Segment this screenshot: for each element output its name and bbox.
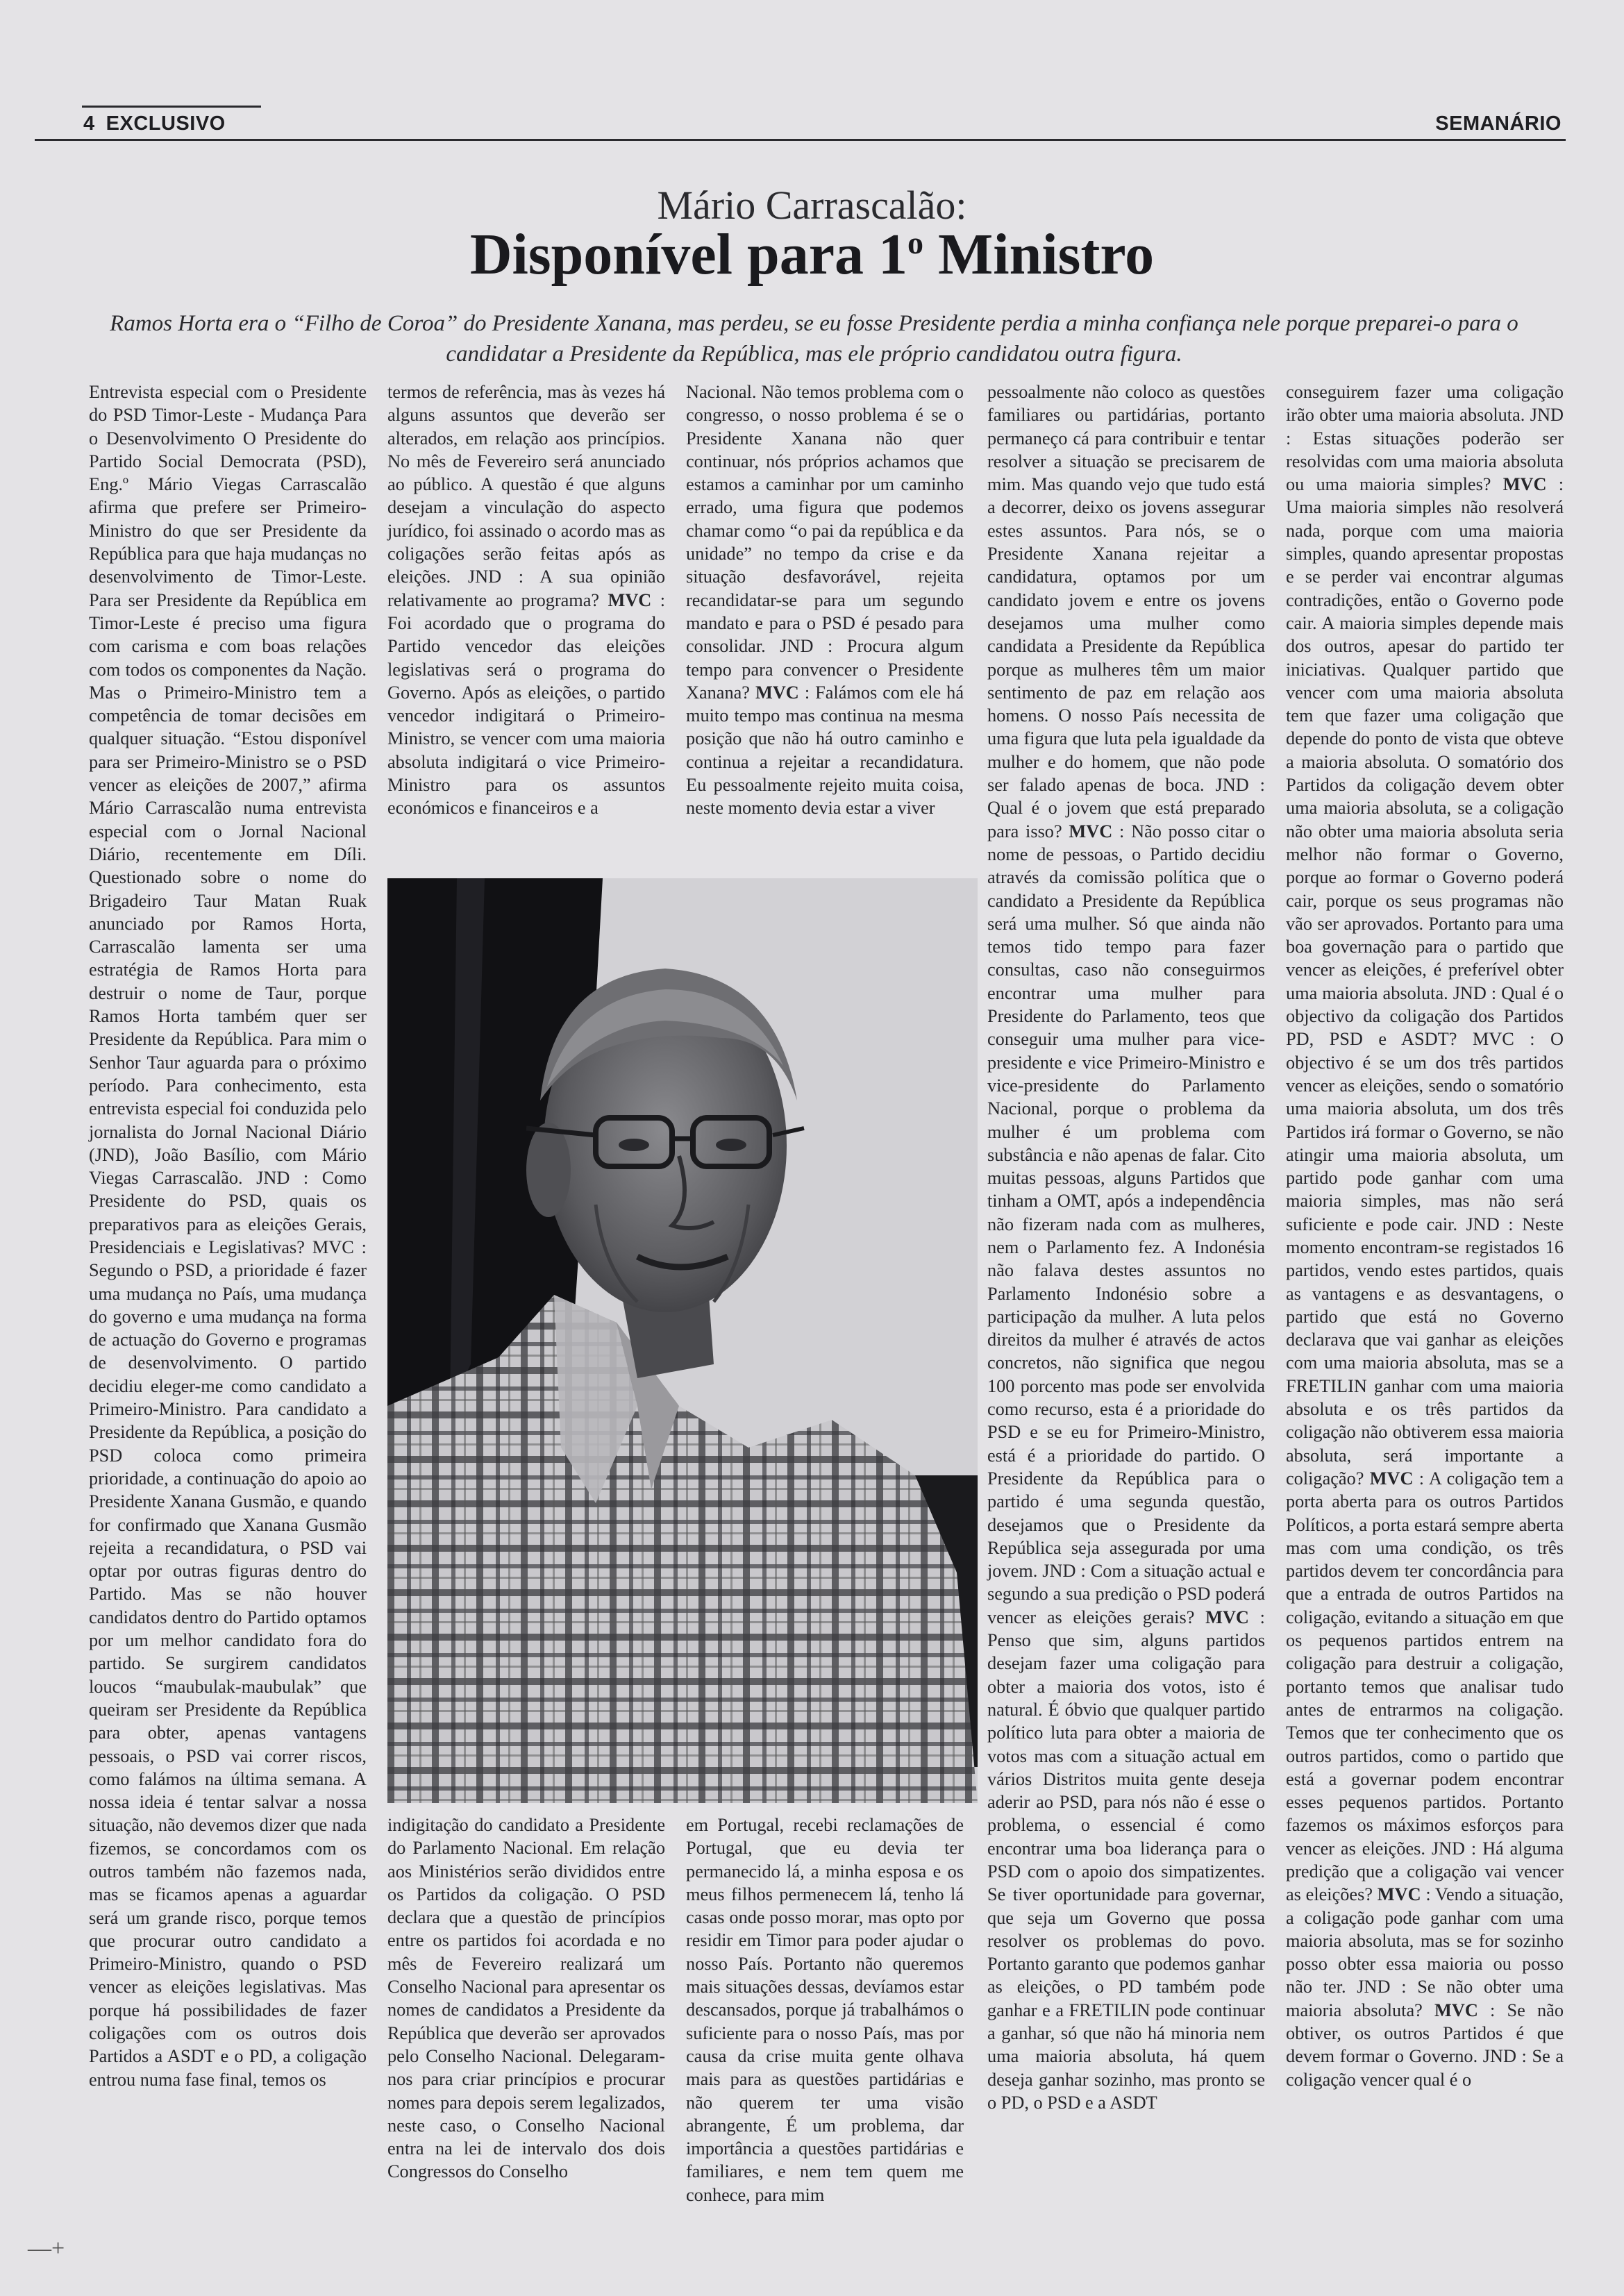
speaker-label: MVC [1369,1468,1414,1489]
article-deck [104,308,1524,369]
page-header-left [83,112,226,135]
header-rule [35,139,1566,141]
column-5-d: : Vendo a situação, a coligação pode ganhar com uma maioria absoluta, mas se for sozinho posso obter essa maioria ou posso não ter. JND : Se não obter uma maioria absoluta? [1286,1884,1564,2020]
column-2-top-a: termos de referência, mas às vezes há alguns assuntos que deverão ser alterados, em relação aos princípios. No mês de Fevereiro será anunciado ao público. A questão é que alguns desejam a vinculação do aspecto jurídico, foi assinado o acordo mas as coligações serão feitas após as eleições. JND : A sua opinião relativamente ao programa? [387,382,665,610]
column-2-top-text [387,380,665,820]
crop-mark: —+ [28,2236,65,2261]
column-2-top-b: : Foi acordado que o programa do Partido vencedor das eleições legislativas será o programa do Governo. Após as eleições, o partido vencedor indigitará o Primeiro-Ministro, se vencer com uma maioria absoluta indigitará o vice Primeiro-Ministro para os assuntos económicos e financeiros e a [387,589,665,819]
speaker-label: MVC [1205,1607,1249,1627]
column-5-e: : Se não obtiver, os outros Partidos é que devem formar o Governo. JND : Se a coligação vencer qual é o [1286,2000,1564,2090]
column-3-bottom-text: em Portugal, recebi reclamações de Portugal, que eu devia ter permanecido lá, a minha esposa e os meus filhos permenecem lá, tenho lá casas onde posso morar, mas opto por residir em Timor para poder ajudar o nosso País. Portanto não queremos mais situações dessas, devíamos estar descansados, porque já trabalhámos o suficiente para o nosso País, mas por causa da crise muita gente olhava mais para as questões partidárias e não querem ter uma visão abrangente, É um problema, dar importância a questões partidárias e familiares, e nem tem quem me conhece, para mim [686,1815,964,2205]
column-5-a: conseguirem fazer uma coligação irão obter uma maioria absoluta. JND : Estas situações poderão ser resolvidas com uma maioria absoluta ou uma maioria simples? [1286,382,1564,495]
column-5-c: : A coligação tem a porta aberta para os outros Partidos Políticos, a porta estará sempre aberta mas com uma condição, os três partidos devem ter concordância para que a entrada de outros Partidos na coligação, evitando a situação em que os pequenos partidos entrem na coligação para destruir a coligação, portanto temos que analisar tudo antes de entrarmos na coligação. Temos que ter conhecimento que os outros partidos, como o partido que está a governar podem encontrar esses pequenos partidos. Portanto fazemos os máximos esforços para vencer as eleições. JND : Há alguma predição que a coligação vai vencer as eleições? [1286,1468,1564,1905]
column-4 [987,380,1265,2113]
column-5-b: : Uma maioria simples não resolverá nada, porque com uma maioria simples, quando apresentar propostas e se perder vai encontrar algumas contradições, então o Governo pode cair. A maioria simples depende mais dos outros, apesar do partido ter iniciativas. Qualquer partido que vencer com uma maioria absoluta tem que fazer uma coligação que depende do ponto de vista que obteve a maioria absoluta. O somatório dos Partidos da coligação devem obter uma maioria absoluta, se a coligação não obter uma maioria absoluta seria melhor não formar o Governo, porque ao formar o Governo poderá cair, porque os seus programas não vão ser aprovados. Portanto para uma boa governação para o partido que vencer as eleições, é preferível obter uma maioria absoluta. JND : Qual é o objectivo da coligação dos Partidos PD, PSD e ASDT? MVC : O objectivo é se um dos três partidos vencer as eleições, sendo o somatório uma maioria absoluta, um dos três Partidos irá formar o Governo, se não atingir uma maioria absoluta, um partido pode ganhar com uma maioria simples, mas não será suficiente e pode cair. JND : Neste momento encontram-se registados 16 partidos, vendo estes partidos, quais as vantagens e as desvantagens, o partido que está no Governo declarava que vai ganhar as eleições com uma maioria absoluta, mas se a FRETILIN ganhar com uma maioria absoluta e os três partidos da coligação não obtiverem essa maioria absoluta, será importante a coligação? [1286,474,1564,1489]
headline-main: Disponível para 1 [469,222,907,287]
column-3-bottom [686,1813,964,2205]
article-headline [0,221,1624,288]
speaker-label: MVC [755,682,799,703]
headline-superscript: o [907,225,923,260]
column-4-b: : Não posso citar o nome de pessoas, o Partido decidiu através da comissão política que o candidato a Presidente da República será uma mulher. Só que ainda não temos tido tempo para fazer consultas, caso não conseguirmos encontrar uma mulher para Presidente do Parlamento, teos que conseguir uma mulher para vice-presidente e vice Primeiro-Ministro e vice-presidente do Parlamento Nacional, porque o problema da mulher é um problema com substância e não apenas de falar. Cito muitas pessoas, alguns Partidos que tinham a OMT, após a independência não fizeram nada com as mulheres, nem o Parlamento fez. A Indonésia não falava destes assuntos no Parlamento Indonésio sobre a participação da mulher. A luta pelos direitos da mulher é através de actos concretos, não significa que negou 100 porcento mas pode ser envolvida como recurso, esta é a prioridade do PSD e se eu for Primeiro-Ministro, está é a prioridade do partido. O Presidente da República para o partido é uma segunda questão, desejamos que o Presidente da República seja assegurada por uma jovem. JND : Com a situação actual e segundo a sua predição o PSD poderá vencer as eleições gerais? [987,821,1265,1627]
header-rule-short [82,106,261,108]
speaker-label: MVC [1502,474,1547,495]
column-5 [1286,380,1564,2090]
column-1 [89,380,367,2090]
column-2-bottom-text: indigitação do candidato a Presidente do Parlamento Nacional. Em relação aos Ministérios serão divididos entre os Partidos da coligação. O PSD declara que a questão de princípios entre os partidos foi acordada e no mês de Fevereiro realizará um Conselho Nacional para apresentar os nomes de candidatos a Presidente da República que deverão ser aprovados pelo Conselho Nacional. Delegaram-nos para criar princípios e procurar nomes para depois serem legalizados, neste caso, o Conselho Nacional entra na lei de intervalo dos dois Congressos do Conselho [387,1815,665,2182]
portrait-photo [387,878,978,1803]
portrait-illustration [387,878,978,1803]
column-3-top-a: Nacional. Não temos problema com o congresso, o nosso problema é se o Presidente Xanana não quer continuar, nós próprios achamos que estamos a caminhar por um caminho errado, uma figura que podemos chamar como “o pai da república e da unidade” no tempo da crise e da situação desfavorável, rejeita recandidatar-se para um segundo mandato e para o PSD é pesado para consolidar. JND : Procura algum tempo para convencer o Presidente Xanana? [686,382,964,703]
column-4-c: : Penso que sim, alguns partidos desejam fazer uma coligação para obter a maioria dos votos, isto é natural. É óbvio que qualquer partido político luta para obter a maioria de votos mas com a situação actual em vários Distritos muita gente deseja aderir ao PSD, para nós não é esse o problema, o essencial é como encontrar uma boa liderança para o PSD com o apoio dos simpatizentes. Se tiver oportunidade para governar, que seja um Governo que possa resolver os problemas do povo. Portanto garanto que podemos ganhar as eleições, o PD também pode ganhar e a FRETILIN pode continuar a ganhar, só que não há minoria nem uma maioria absoluta, há quem deseja ganhar sozinho, mas pronto se o PD, o PSD e a ASDT [987,1607,1265,2113]
publication-name: SEMANÁRIO [1435,112,1562,135]
speaker-label: MVC [608,589,652,610]
headline-end: Ministro [923,222,1155,287]
speaker-label: MVC [1069,821,1113,841]
section-label: EXCLUSIVO [106,112,226,135]
speaker-label: MVC [1434,2000,1478,2020]
deck-line-2: candidatar a Presidente da República, mas ele próprio candidatou outra figura. [446,342,1182,367]
page-number: 4 [83,112,95,135]
column-2-bottom [387,1813,665,2182]
column-4-a: pessoalmente não coloco as questões familiares ou partidárias, portanto permaneço cá para contribuir e tentar resolver a situação se precisarem de mim. Mas quando vejo que tudo está a decorrer, deixo os jovens assegurar estes assuntos. Para nós, se o Presidente Xanana rejeitar a candidatura, optamos por um candidato jovem e entre os jovens desejamos uma mulher como candidata a Presidente da República porque as mulheres têm um maior sentimento de paz em relação aos homens. O nosso País necessita de uma figura que luta pela igualdade da mulher e do homem, que não pode ser falado apenas de boca. JND : Qual é o jovem que está preparado para isso? [987,382,1265,841]
column-3-top-b: : Falámos com ele há muito tempo mas continua na mesma posição que não há outro caminho e continua a rejeitar a recandidatura. Eu pessoalmente rejeito muita coisa, neste momento devia estar a viver [686,682,964,819]
column-3-top-text [686,380,964,820]
column-5-text [1286,380,1564,2091]
column-1-text: Entrevista especial com o Presidente do PSD Timor-Leste - Mudança Para o Desenvolvimento O Presidente do Partido Social Democrata (PSD), Eng.º Mário Viegas Carrascalão afirma que prefere ser Primeiro-Ministro do que ser Presidente da República para que haja mudanças no desenvolvimento de Timor-Leste. Para ser Presidente da República em Timor-Leste é preciso uma figura com carisma e com boas relações com todos os componentes da Nação. Mas o Primeiro-Ministro tem a competência de tomar decisões em qualquer situação. “Estou disponível para ser Primeiro-Ministro se o PSD vencer as eleições de 2007,” afirma Mário Carrascalão numa entrevista especial com o Jornal Nacional Diário, recentemente em Díli. Questionado sobre o nome do Brigadeiro Taur Matan Ruak anunciado por Ramos Horta, Carrascalão lamenta ser uma estratégia de Ramos Horta para destruir o nome de Taur, porque Ramos Horta também quer ser Presidente da República. Para mim o Senhor Taur aguarda para o próximo período. Para conhecimento, esta entrevista especial foi conduzida pelo jornalista do Jornal Nacional Diário (JND), João Basílio, com Mário Viegas Carrascalão. JND : Como Presidente do PSD, quais os preparativos para as eleições Gerais, Presidenciais e Legislativas? MVC : Segundo o PSD, a prioridade é fazer uma mudança no País, uma mudança do governo e uma mudança na forma de actuação do Governo e programas de desenvolvimento. O partido decidiu eleger-me como candidato a Primeiro-Ministro. Para candidato a Presidente da República, a posição do PSD coloca como primeira prioridade, a continuação do apoio ao Presidente Xanana Gusmão, e quando for confirmado que Xanana Gusmão rejeita a recandidatura, o PSD vai optar por outras figuras dentro do Partido. Mas se não houver candidatos dentro do Partido optamos por um melhor candidato fora do partido. Se surgirem candidatos loucos “maubulak-maubulak” que queiram ser Presidente da República para obter, apenas vantagens pessoais, o PSD vai correr riscos, como falámos na última semana. A nossa ideia é tentar salvar a nossa situação, não devemos dizer que nada fizemos, se concordamos com os outros também não fazemos nada, mas se ficamos apenas a aguardar será um grande risco, porque temos que procurar outro candidato a Primeiro-Ministro, quando o PSD vencer as eleições legislativas. Mas porque há possibilidades de fazer coligações com os outros dois Partidos a ASDT e o PD, a coligação entrou numa fase final, temos os [89,382,367,2090]
column-2-top [387,380,665,846]
column-3-top [686,380,964,846]
speaker-label: MVC [1377,1884,1421,1905]
article-kicker: Mário Carrascalão: [657,183,967,228]
deck-line-1: Ramos Horta era o “Filho de Coroa” do Presidente Xanana, mas perdeu, se eu fosse Presidente perdia a minha confiança nele porque preparei-o para o [110,311,1518,336]
column-4-text [987,380,1265,2114]
